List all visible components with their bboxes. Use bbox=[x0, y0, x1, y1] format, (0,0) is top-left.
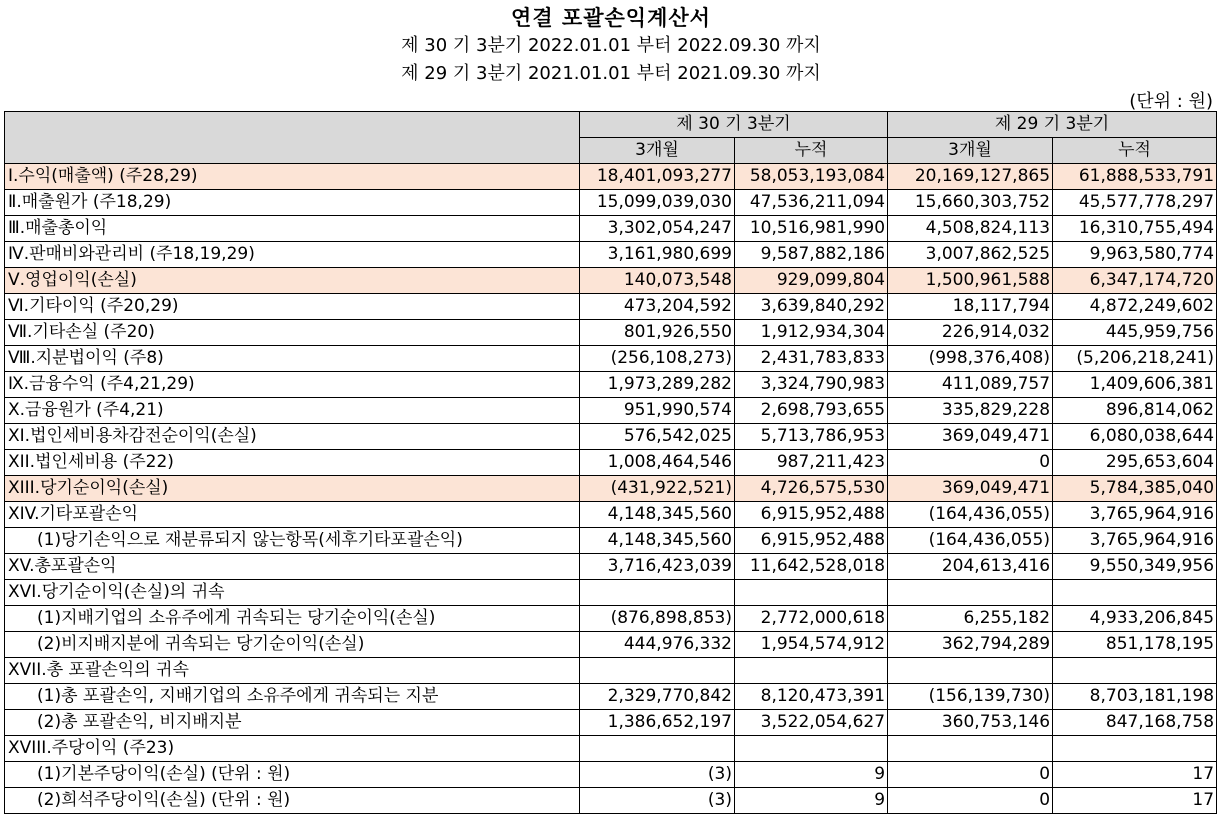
cell-prior-3m: 3,007,862,525 bbox=[888, 242, 1053, 268]
row-label: (1)총 포괄손익, 지배기업의 소유주에게 귀속되는 지분 bbox=[5, 684, 580, 710]
table-row bbox=[5, 632, 1217, 658]
cell-prior-cumulative: 9,963,580,774 bbox=[1053, 242, 1217, 268]
cell-current-3m: 3,161,980,699 bbox=[580, 242, 735, 268]
cell-prior-cumulative: 851,178,195 bbox=[1053, 632, 1217, 658]
cell-prior-cumulative: 1,409,606,381 bbox=[1053, 372, 1217, 398]
cell-current-3m: 1,386,652,197 bbox=[580, 710, 735, 736]
header-period-prior: 제 29 기 3분기 bbox=[888, 112, 1217, 138]
table-row bbox=[5, 320, 1217, 346]
cell-current-cumulative bbox=[735, 580, 888, 606]
cell-current-3m: 1,973,289,282 bbox=[580, 372, 735, 398]
cell-prior-cumulative: 17 bbox=[1053, 788, 1217, 814]
cell-current-cumulative: 47,536,211,094 bbox=[735, 190, 888, 216]
cell-prior-3m: 4,508,824,113 bbox=[888, 216, 1053, 242]
cell-prior-cumulative bbox=[1053, 658, 1217, 684]
cell-current-3m: 801,926,550 bbox=[580, 320, 735, 346]
header-row-periods bbox=[5, 112, 1217, 138]
row-label: (2)희석주당이익(손실) (단위 : 원) bbox=[5, 788, 580, 814]
cell-current-cumulative: 4,726,575,530 bbox=[735, 476, 888, 502]
header-prior-3m: 3개월 bbox=[888, 138, 1053, 164]
cell-prior-cumulative: 5,784,385,040 bbox=[1053, 476, 1217, 502]
cell-prior-cumulative: 4,933,206,845 bbox=[1053, 606, 1217, 632]
cell-prior-3m: 0 bbox=[888, 788, 1053, 814]
table-row bbox=[5, 346, 1217, 372]
period-prior: 제 29 기 3분기 2021.01.01 부터 2021.09.30 까지 bbox=[401, 63, 821, 84]
header-period-current: 제 30 기 3분기 bbox=[580, 112, 888, 138]
cell-current-cumulative: 987,211,423 bbox=[735, 450, 888, 476]
row-label: Ⅹ.금융원가 (주4,21) bbox=[5, 398, 580, 424]
cell-current-cumulative: 1,954,574,912 bbox=[735, 632, 888, 658]
cell-prior-3m: 20,169,127,865 bbox=[888, 164, 1053, 190]
cell-current-cumulative: 11,642,528,018 bbox=[735, 554, 888, 580]
cell-current-cumulative: 2,772,000,618 bbox=[735, 606, 888, 632]
row-label: Ⅷ.지분법이익 (주8) bbox=[5, 346, 580, 372]
cell-prior-cumulative: 295,653,604 bbox=[1053, 450, 1217, 476]
cell-prior-cumulative bbox=[1053, 580, 1217, 606]
table-row bbox=[5, 710, 1217, 736]
row-label: XVII.총 포괄손익의 귀속 bbox=[5, 658, 580, 684]
table-row bbox=[5, 398, 1217, 424]
cell-current-3m: 3,302,054,247 bbox=[580, 216, 735, 242]
row-label: (1)기본주당이익(손실) (단위 : 원) bbox=[5, 762, 580, 788]
cell-current-3m bbox=[580, 658, 735, 684]
table-row bbox=[5, 450, 1217, 476]
table-row bbox=[5, 372, 1217, 398]
cell-prior-cumulative: 17 bbox=[1053, 762, 1217, 788]
cell-prior-3m: 0 bbox=[888, 450, 1053, 476]
table-row bbox=[5, 606, 1217, 632]
cell-current-cumulative: 5,713,786,953 bbox=[735, 424, 888, 450]
cell-current-cumulative: 8,120,473,391 bbox=[735, 684, 888, 710]
cell-current-3m: 576,542,025 bbox=[580, 424, 735, 450]
row-label: Ⅸ.금융수익 (주4,21,29) bbox=[5, 372, 580, 398]
statement-title: 연결 포괄손익계산서 bbox=[511, 6, 711, 30]
cell-current-3m: 4,148,345,560 bbox=[580, 502, 735, 528]
cell-prior-cumulative: 9,550,349,956 bbox=[1053, 554, 1217, 580]
cell-prior-3m: 360,753,146 bbox=[888, 710, 1053, 736]
unit-label: (단위 : 원) bbox=[1129, 91, 1213, 112]
cell-prior-cumulative: 3,765,964,916 bbox=[1053, 502, 1217, 528]
row-label: (1)지배기업의 소유주에게 귀속되는 당기순이익(손실) bbox=[5, 606, 580, 632]
cell-prior-3m: (164,436,055) bbox=[888, 528, 1053, 554]
cell-current-cumulative: 10,516,981,990 bbox=[735, 216, 888, 242]
cell-current-3m: (431,922,521) bbox=[580, 476, 735, 502]
table-row bbox=[5, 788, 1217, 814]
table-row bbox=[5, 216, 1217, 242]
row-label: XVIII.주당이익 (주23) bbox=[5, 736, 580, 762]
row-label: Ⅳ.판매비와관리비 (주18,19,29) bbox=[5, 242, 580, 268]
cell-prior-3m bbox=[888, 580, 1053, 606]
cell-prior-3m: (156,139,730) bbox=[888, 684, 1053, 710]
cell-current-cumulative: 929,099,804 bbox=[735, 268, 888, 294]
cell-prior-3m: 362,794,289 bbox=[888, 632, 1053, 658]
cell-current-cumulative: 6,915,952,488 bbox=[735, 502, 888, 528]
table-row bbox=[5, 502, 1217, 528]
cell-prior-3m bbox=[888, 736, 1053, 762]
cell-prior-cumulative bbox=[1053, 736, 1217, 762]
cell-current-cumulative: 3,639,840,292 bbox=[735, 294, 888, 320]
cell-current-cumulative bbox=[735, 736, 888, 762]
cell-current-cumulative: 3,522,054,627 bbox=[735, 710, 888, 736]
table-row bbox=[5, 424, 1217, 450]
row-label: Ⅲ.매출총이익 bbox=[5, 216, 580, 242]
row-label: XVI.당기순이익(손실)의 귀속 bbox=[5, 580, 580, 606]
cell-prior-3m: 1,500,961,588 bbox=[888, 268, 1053, 294]
cell-current-cumulative: 9 bbox=[735, 788, 888, 814]
cell-prior-cumulative: 3,765,964,916 bbox=[1053, 528, 1217, 554]
cell-prior-cumulative: 6,080,038,644 bbox=[1053, 424, 1217, 450]
cell-current-cumulative: 9,587,882,186 bbox=[735, 242, 888, 268]
cell-prior-3m: 15,660,303,752 bbox=[888, 190, 1053, 216]
cell-current-3m: 1,008,464,546 bbox=[580, 450, 735, 476]
cell-current-3m: 473,204,592 bbox=[580, 294, 735, 320]
table-row bbox=[5, 294, 1217, 320]
cell-current-3m: (876,898,853) bbox=[580, 606, 735, 632]
cell-current-3m: 444,976,332 bbox=[580, 632, 735, 658]
table-row bbox=[5, 528, 1217, 554]
row-label: Ⅵ.기타이익 (주20,29) bbox=[5, 294, 580, 320]
cell-prior-cumulative: 45,577,778,297 bbox=[1053, 190, 1217, 216]
cell-current-3m: 951,990,574 bbox=[580, 398, 735, 424]
cell-current-cumulative bbox=[735, 658, 888, 684]
cell-prior-3m: 369,049,471 bbox=[888, 424, 1053, 450]
cell-prior-cumulative: (5,206,218,241) bbox=[1053, 346, 1217, 372]
cell-current-3m: (3) bbox=[580, 762, 735, 788]
header-account-cell bbox=[5, 112, 580, 164]
cell-prior-3m: 226,914,032 bbox=[888, 320, 1053, 346]
header-prior-cumulative: 누적 bbox=[1053, 138, 1217, 164]
period-current: 제 30 기 3분기 2022.01.01 부터 2022.09.30 까지 bbox=[401, 35, 821, 56]
cell-prior-3m: 18,117,794 bbox=[888, 294, 1053, 320]
cell-current-3m: 3,716,423,039 bbox=[580, 554, 735, 580]
cell-prior-3m: 6,255,182 bbox=[888, 606, 1053, 632]
cell-prior-cumulative: 16,310,755,494 bbox=[1053, 216, 1217, 242]
cell-prior-cumulative: 896,814,062 bbox=[1053, 398, 1217, 424]
cell-current-cumulative: 2,698,793,655 bbox=[735, 398, 888, 424]
cell-current-cumulative: 58,053,193,084 bbox=[735, 164, 888, 190]
cell-current-3m: 4,148,345,560 bbox=[580, 528, 735, 554]
row-label: Ⅰ.수익(매출액) (주28,29) bbox=[5, 164, 580, 190]
row-label: (1)당기손익으로 재분류되지 않는항목(세후기타포괄손익) bbox=[5, 528, 580, 554]
cell-current-cumulative: 2,431,783,833 bbox=[735, 346, 888, 372]
cell-prior-3m bbox=[888, 658, 1053, 684]
table-row bbox=[5, 190, 1217, 216]
cell-prior-cumulative: 8,703,181,198 bbox=[1053, 684, 1217, 710]
header-current-3m: 3개월 bbox=[580, 138, 735, 164]
row-label: (2)비지배지분에 귀속되는 당기순이익(손실) bbox=[5, 632, 580, 658]
row-label: XI.법인세비용차감전순이익(손실) bbox=[5, 424, 580, 450]
cell-current-3m: (3) bbox=[580, 788, 735, 814]
cell-current-3m: (256,108,273) bbox=[580, 346, 735, 372]
table-row bbox=[5, 580, 1217, 606]
cell-prior-3m: 335,829,228 bbox=[888, 398, 1053, 424]
cell-current-3m: 2,329,770,842 bbox=[580, 684, 735, 710]
cell-current-cumulative: 9 bbox=[735, 762, 888, 788]
table-row bbox=[5, 658, 1217, 684]
cell-prior-cumulative: 445,959,756 bbox=[1053, 320, 1217, 346]
cell-prior-3m: 0 bbox=[888, 762, 1053, 788]
cell-current-3m bbox=[580, 580, 735, 606]
table-row bbox=[5, 164, 1217, 190]
row-label: XII.법인세비용 (주22) bbox=[5, 450, 580, 476]
cell-prior-cumulative: 6,347,174,720 bbox=[1053, 268, 1217, 294]
cell-prior-cumulative: 847,168,758 bbox=[1053, 710, 1217, 736]
cell-current-3m: 15,099,039,030 bbox=[580, 190, 735, 216]
cell-current-3m: 140,073,548 bbox=[580, 268, 735, 294]
cell-current-cumulative: 1,912,934,304 bbox=[735, 320, 888, 346]
table-row bbox=[5, 242, 1217, 268]
row-label: XV.총포괄손익 bbox=[5, 554, 580, 580]
table-row bbox=[5, 684, 1217, 710]
cell-prior-3m: 204,613,416 bbox=[888, 554, 1053, 580]
cell-prior-3m: (164,436,055) bbox=[888, 502, 1053, 528]
table-row bbox=[5, 554, 1217, 580]
table-row bbox=[5, 736, 1217, 762]
table-row bbox=[5, 476, 1217, 502]
cell-prior-3m: 369,049,471 bbox=[888, 476, 1053, 502]
income-statement-table bbox=[4, 111, 1217, 814]
cell-current-cumulative: 3,324,790,983 bbox=[735, 372, 888, 398]
header-current-cumulative: 누적 bbox=[735, 138, 888, 164]
cell-prior-cumulative: 4,872,249,602 bbox=[1053, 294, 1217, 320]
cell-prior-3m: (998,376,408) bbox=[888, 346, 1053, 372]
cell-current-3m: 18,401,093,277 bbox=[580, 164, 735, 190]
row-label: (2)총 포괄손익, 비지배지분 bbox=[5, 710, 580, 736]
row-label: XIV.기타포괄손익 bbox=[5, 502, 580, 528]
row-label: Ⅱ.매출원가 (주18,29) bbox=[5, 190, 580, 216]
row-label: Ⅶ.기타손실 (주20) bbox=[5, 320, 580, 346]
table-row bbox=[5, 268, 1217, 294]
table-row bbox=[5, 762, 1217, 788]
row-label: XIII.당기순이익(손실) bbox=[5, 476, 580, 502]
row-label: Ⅴ.영업이익(손실) bbox=[5, 268, 580, 294]
cell-prior-3m: 411,089,757 bbox=[888, 372, 1053, 398]
cell-prior-cumulative: 61,888,533,791 bbox=[1053, 164, 1217, 190]
cell-current-cumulative: 6,915,952,488 bbox=[735, 528, 888, 554]
cell-current-3m bbox=[580, 736, 735, 762]
